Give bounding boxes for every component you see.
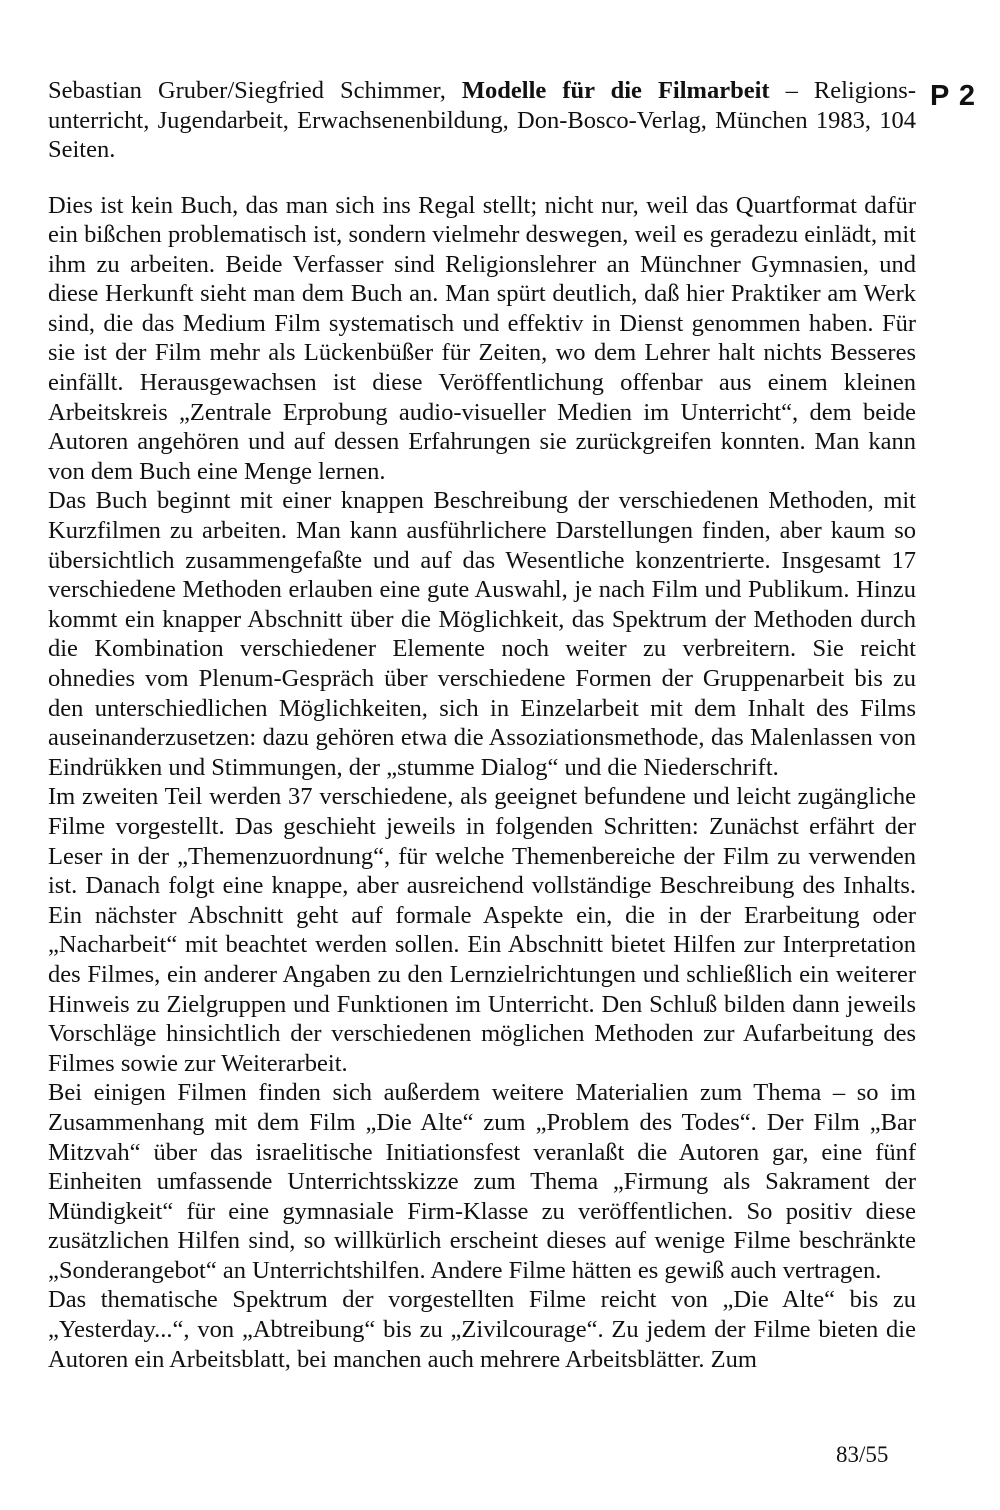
paragraph: Das Buch beginnt mit einer knappen Beschreibung der verschiedenen Methoden, mit Kurzfilmen zu arbeiten. Man kann ausführlichere Darstellungen finden, aber kaum so übersichtlich zusammengefaßte und auf das Wesentliche konzentrierte. Insgesamt 17 verschiedene Methoden erlauben eine gute Auswahl, je nach Film und Publikum. Hinzu kommt ein knapper Abschnitt über die Möglichkeit, das Spektrum der Methoden durch die Kombination verschiedener Elemente noch weiter zu verbreitern. Sie reicht ohnedies vom Plenum-Gespräch über verschiedene Formen der Gruppenarbeit bis zu den unterschiedlichen Möglichkeiten, sich in Einzelarbeit mit dem Inhalt des Films auseinanderzusetzen: dazu gehören etwa die Assoziationsmethode, das Malenlassen von Eindrükken und Stimmungen, der „stumme Dialog“ und die Niederschrift.: [48, 487, 916, 781]
section-mark: P 2: [930, 80, 977, 112]
paragraph: Bei einigen Filmen finden sich außerdem weitere Materialien zum Thema – so im Zusammenhang mit dem Film „Die Alte“ zum „Problem des Todes“. Der Film „Bar Mitzvah“ über das israelitische Initiationsfest veranlaßt die Autoren gar, eine fünf Einheiten umfassende Unterrichtsskizze zum Thema „Firmung als Sakrament der Mündigkeit“ für eine gymnasiale Firm-Klasse zu veröffentlichen. So positiv diese zusätzlichen Hilfen sind, so willkürlich erscheint dieses auf wenige Filme beschränkte „Sonderangebot“ an Unterrichtshilfen. Andere Filme hätten es gewiß auch vertragen.: [48, 1079, 916, 1284]
page-number: 83/55: [836, 1442, 889, 1467]
paragraph: Dies ist kein Buch, das man sich ins Regal stellt; nicht nur, weil das Quartformat dafür ein bißchen problematisch ist, sondern vielmehr deswegen, weil es geradezu einlädt, mit ihm zu arbeiten. Beide Verfasser sind Religionslehrer an Münchner Gymnasien, und diese Herkunft sieht man dem Buch an. Man spürt deutlich, daß hier Praktiker am Werk sind, die das Medium Film systematisch und effektiv in Dienst genommen haben. Für sie ist der Film mehr als Lückenbüßer für Zeiten, wo dem Lehrer halt nichts Besseres einfällt. Herausgewachsen ist diese Veröffentlichung offenbar aus einem kleinen Arbeitskreis „Zentrale Erprobung audio-visueller Medien im Unterricht“, dem beide Autoren angehören und auf dessen Erfahrungen sie zurückgreifen konnten. Man kann von dem Buch eine Menge lernen.: [48, 191, 916, 485]
reference-title: Modelle für die Filmarbeit: [461, 77, 770, 104]
reference-details: – Religions-unterricht, Jugendarbeit, Erwachsenenbildung, Don-Bosco-Verlag, München 1983, 104 Seiten.: [48, 77, 916, 163]
bibliographic-reference: [48, 76, 916, 165]
document-page: [48, 76, 916, 1374]
review-body: [48, 191, 916, 1375]
reference-authors: Sebastian Gruber/Siegfried Schimmer,: [48, 77, 462, 104]
paragraph: Im zweiten Teil werden 37 verschiedene, als geeignet befundene und leicht zugängliche Filme vorgestellt. Das geschieht jeweils in folgenden Schritten: Zunächst erfährt der Leser in der „Themenzuordnung“, für welche Themenbereiche der Film zu verwenden ist. Danach folgt eine knappe, aber ausreichend vollständige Beschreibung des Inhalts. Ein nächster Abschnitt geht auf formale Aspekte ein, die in der Erarbeitung oder „Nacharbeit“ mit beachtet werden sollen. Ein Abschnitt bietet Hilfen zur Interpretation des Filmes, ein anderer Angaben zu den Lernzielrichtungen und schließlich ein weiterer Hinweis zu Zielgruppen und Funktionen im Unterricht. Den Schluß bilden dann jeweils Vorschläge hinsichtlich der verschiedenen möglichen Methoden zur Aufarbeitung des Filmes sowie zur Weiterarbeit.: [48, 783, 916, 1077]
paragraph: Das thematische Spektrum der vorgestellten Filme reicht von „Die Alte“ bis zu „Yesterday...“, von „Abtreibung“ bis zu „Zivilcourage“. Zu jedem der Filme bieten die Autoren ein Arbeitsblatt, bei manchen auch mehrere Arbeitsblätter. Zum: [48, 1286, 916, 1373]
